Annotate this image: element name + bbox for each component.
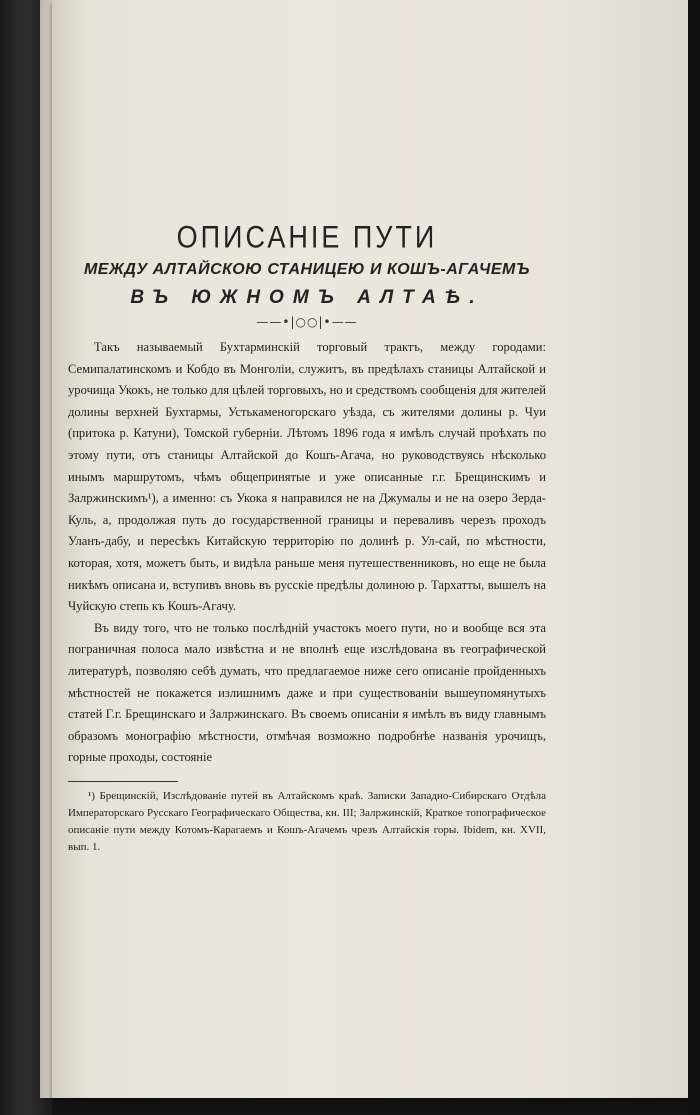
page-content — [68, 219, 546, 856]
footnote-divider — [68, 781, 178, 782]
document-subtitle-location: ВЪ ЮЖНОМЪ АЛТАѢ. — [130, 287, 484, 308]
document-subtitle: МЕЖДУ АЛТАЙСКОЮ СТАНИЦЕЮ И КОШЪ-АГАЧЕМЪ — [83, 261, 531, 278]
body-paragraph-2: Въ виду того, что не только послѣдній участокъ моего пути, но и вообще вся эта пограничная полоса мало извѣстна и не вполнѣ еще изслѣдована въ географической литературѣ, позволяю себѣ думать, что предлагаемое ниже сего описаніе пройденныхъ мѣстностей не покажется излишнимъ даже и при существованіи вышеупомянутыхъ статей Г.г. Брещинскаго и Залржинскаго. Въ своемъ описаніи я имѣлъ въ виду главнымъ образомъ монографію мѣстности, отмѣчая возможно подробнѣе названія урочищъ, горные проходы, состояніе — [68, 620, 546, 765]
decorative-ornament: ——•|○○|•—— — [256, 315, 358, 329]
footnote: ¹) Брещинскій, Изслѣдованіе путей въ Алтайскомъ краѣ. Записки Западно-Сибирскаго Отдѣла Императорскаго Русскаго Географическаго Общества, кн. III; Залржинскій, Краткое топографическое описаніе пути между Котомъ-Карагаемъ и Кошъ-Агачемъ чрезъ Алтайскія горы. Ibidem, кн. XVII, вып. 1. — [68, 789, 546, 853]
body-paragraph-1: Такъ называемый Бухтарминскій торговый трактъ, между городами: Семипалатинскомъ и Кобдо въ Монголіи, служитъ, въ предѣлахъ станицы Алтайской и урочища Укокъ, не только для цѣлей торговыхъ, но и средствомъ сообщенія для жителей долины верхней Бухтармы, Устькаменогорскаго уѣзда, съ жителями долины р. Чуи (притока р. Катуни), Томской губерніи. Лѣтомъ 1896 года я имѣлъ случай проѣхать по этому пути, отъ станицы Алтайской до Кошъ-Агача, но руководствуясь нѣсколько инымъ маршрутомъ, чѣмъ общепринятые и уже описанные г.г. Брещинскимъ и Залржинскимъ¹), а именно: съ Укока я направился не на Джумалы и не на озеро Зерда-Куль, а, продолжая путь до государственной границы и переваливъ черезъ проходъ Уланъ-дабу, и пересѣкъ Китайскую территорію по долинѣ р. Ул-сай, по мѣстности, которая, хотя, можетъ быть, и видѣла раньше меня путешественниковъ, но еще не была никѣмъ описана и, вступивъ вновь въ русскіе предѣлы долиною р. Тархатты, вышелъ на Чуйскую степь къ Кошъ-Агачу. — [68, 340, 546, 614]
background-edge — [688, 0, 700, 1115]
document-title: ОПИСАНІЕ ПУТИ — [176, 219, 438, 255]
